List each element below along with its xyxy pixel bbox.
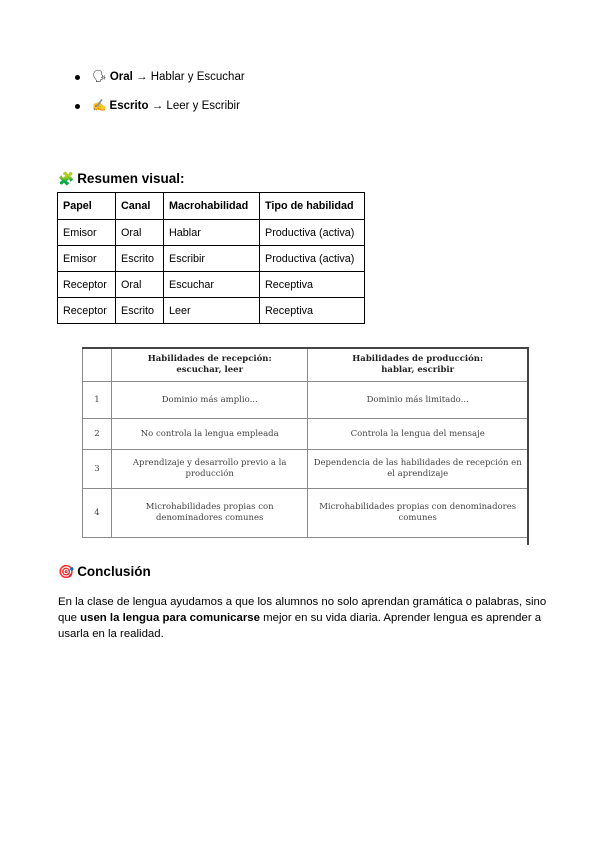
- skills-comparison-image: [82, 347, 530, 545]
- table-row: [58, 246, 365, 272]
- production-cell: Controla la lengua del mensaje: [308, 419, 528, 450]
- conclusion-heading: [58, 564, 151, 580]
- table-cell: Oral: [116, 272, 164, 298]
- production-header: Habilidades de producción: hablar, escribir: [308, 348, 528, 382]
- column-header: Tipo de habilidad: [260, 193, 365, 220]
- row-number: 2: [83, 419, 112, 450]
- speaking-head-icon: 🗣: [92, 71, 107, 83]
- table-cell: Escribir: [164, 246, 260, 272]
- table-cell: Receptiva: [260, 298, 365, 324]
- table-cell: Escrito: [116, 246, 164, 272]
- table-row: [83, 489, 528, 538]
- target-icon: 🎯: [58, 564, 75, 579]
- bullet-dot: [75, 75, 80, 80]
- row-number: 1: [83, 382, 112, 419]
- puzzle-piece-icon: 🧩: [58, 171, 75, 186]
- scan-edge-line: [527, 347, 529, 545]
- reception-header: Habilidades de recepción: escuchar, leer: [112, 348, 308, 382]
- writing-hand-icon: ✍️: [92, 100, 107, 112]
- channel-skills: → Leer y Escribir: [148, 100, 240, 112]
- conclusion-paragraph: En la clase de lengua ayudamos a que los alumnos no solo aprendan gramática o palabras, sino que usen la lengua para comunicarse mejor en su vida diaria. Aprender lengua es aprender a usarla en la realidad.: [58, 596, 547, 640]
- table-row: [58, 272, 365, 298]
- table-cell: Hablar: [164, 220, 260, 246]
- table-header-row: [58, 193, 365, 220]
- table-cell: Receptor: [58, 298, 116, 324]
- table-cell: Oral: [116, 220, 164, 246]
- table-cell: Receptiva: [260, 272, 365, 298]
- channel-name: Escrito: [109, 100, 149, 112]
- table-cell: Receptor: [58, 272, 116, 298]
- bullet-dot: [75, 104, 80, 109]
- reception-cell: No controla la lengua empleada: [112, 419, 308, 450]
- table-header-row: [83, 348, 528, 382]
- channel-name: Oral: [109, 71, 133, 83]
- summary-table: [57, 192, 365, 324]
- conclusion-title: Conclusión: [77, 564, 151, 579]
- table-row: [83, 450, 528, 489]
- row-number: 4: [83, 489, 112, 538]
- table-row: [58, 298, 365, 324]
- table-cell: Escuchar: [164, 272, 260, 298]
- production-cell: Dependencia de las habilidades de recepción en el aprendizaje: [308, 450, 528, 489]
- production-cell: Dominio más limitado...: [308, 382, 528, 419]
- column-header: Macrohabilidad: [164, 193, 260, 220]
- production-cell: Microhabilidades propias con denominadores comunes: [308, 489, 528, 538]
- row-number: 3: [83, 450, 112, 489]
- table-row: [58, 220, 365, 246]
- table-cell: Productiva (activa): [260, 246, 365, 272]
- table-cell: Escrito: [116, 298, 164, 324]
- reception-cell: Microhabilidades propias con denominadores comunes: [112, 489, 308, 538]
- column-header: Papel: [58, 193, 116, 220]
- reception-cell: Aprendizaje y desarrollo previo a la producción: [112, 450, 308, 489]
- table-row: [83, 382, 528, 419]
- column-header: Canal: [116, 193, 164, 220]
- table-cell: Productiva (activa): [260, 220, 365, 246]
- table-cell: Leer: [164, 298, 260, 324]
- skills-comparison-table: [82, 347, 528, 538]
- number-column-header: [83, 348, 112, 382]
- table-cell: Emisor: [58, 220, 116, 246]
- summary-heading: [58, 171, 184, 187]
- emphasis-text: usen la lengua para comunicarse: [80, 612, 260, 624]
- summary-title: Resumen visual:: [77, 171, 185, 186]
- table-cell: Emisor: [58, 246, 116, 272]
- channel-skills: → Hablar y Escuchar: [132, 71, 245, 83]
- table-row: [83, 419, 528, 450]
- reception-cell: Dominio más amplio...: [112, 382, 308, 419]
